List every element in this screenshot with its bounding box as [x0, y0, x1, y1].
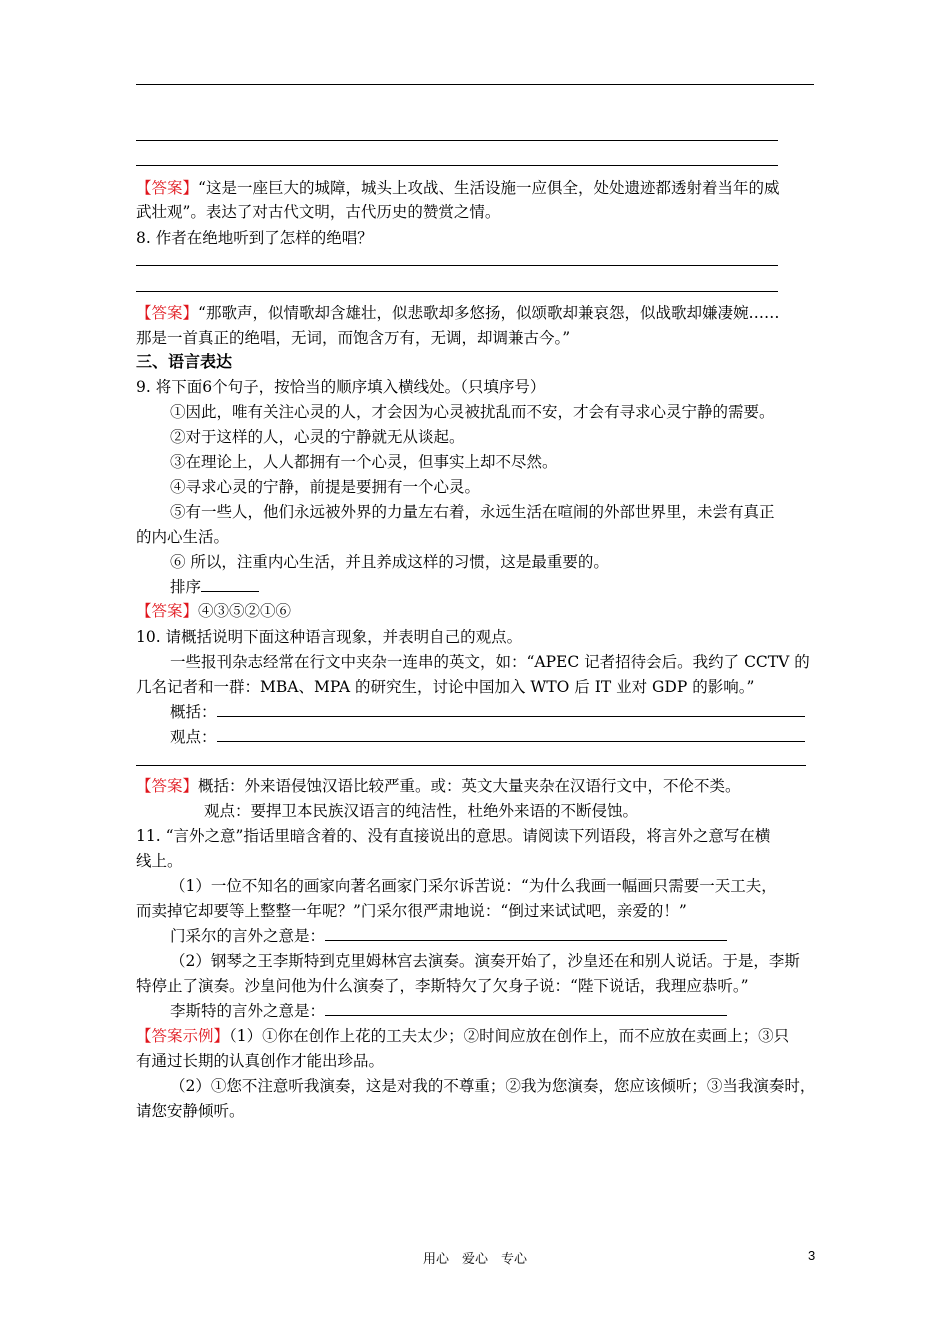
q9-item: ⑥ 所以，注重内心生活，并且养成这样的习惯，这是最重要的。: [170, 553, 609, 571]
answer-example-tag: 【答案示例】: [136, 1027, 230, 1045]
summary-blank[interactable]: [217, 702, 805, 717]
page-number: 3: [808, 1248, 816, 1263]
q7-answer-line: 武壮观”。表达了对古代文明，古代历史的赞赏之情。: [136, 203, 501, 221]
question-8: 8. 作者在绝地听到了怎样的绝唱？: [136, 229, 373, 247]
q10-text: 一些报刊杂志经常在行文中夹杂一连串的英文，如：“APEC 记者招待会后。我约了 CCTV 的: [170, 653, 810, 671]
q11-answer: 有通过长期的认真创作才能出珍品。: [136, 1052, 385, 1070]
q10-view: [170, 727, 805, 747]
view-label: 观点：: [170, 728, 217, 746]
answer-text: 概括：外来语侵蚀汉语比较严重。或：英文大量夹杂在汉语行文中，不伦不类。: [198, 777, 741, 795]
q8-answer-line: 那是一首真正的绝唱，无词，而饱含万有，无调，却调兼古今。”: [136, 329, 571, 347]
question-11: 11. “言外之意”指话里暗含着的、没有直接说出的意思。请阅读下列语段，将言外之意写在横: [136, 827, 771, 845]
q11-answer: 请您安静倾听。: [136, 1102, 245, 1120]
q9-item: ④寻求心灵的宁静，前提是要拥有一个心灵。: [170, 478, 481, 496]
q10-answer: 观点：要捍卫本民族汉语言的纯洁性，杜绝外来语的不断侵蚀。: [204, 802, 639, 820]
q11-paragraph: （1）一位不知名的画家向著名画家门采尔诉苦说：“为什么我画一幅画只需要一天工夫，: [170, 877, 777, 895]
q9-order: [170, 577, 259, 597]
question-9: 9. 将下面6个句子，按恰当的顺序填入横线处。（只填序号）: [136, 378, 546, 396]
answer-blank-line: [136, 140, 778, 141]
answer-tag: 【答案】: [136, 602, 199, 620]
answer-blank-line: [136, 165, 778, 166]
q9-item: ①因此，唯有关注心灵的人，才会因为心灵被扰乱而不安，才会有寻求心灵宁静的需要。: [170, 403, 775, 421]
implication-blank[interactable]: [325, 1001, 727, 1016]
answer-blank-line: [136, 265, 778, 266]
top-rule: [136, 84, 814, 85]
q11-blank-row: [170, 926, 727, 946]
view-blank[interactable]: [217, 727, 805, 742]
order-blank[interactable]: [201, 577, 259, 592]
page-footer: 用心 爱心 专心: [422, 1252, 527, 1267]
q11-answer: [136, 1026, 789, 1046]
q8-answer-line: [136, 303, 779, 323]
q9-item: ⑤有一些人，他们永远被外界的力量左右着，永远生活在喧闹的外部世界里，未尝有真正: [170, 503, 775, 521]
question-10: 10. 请概括说明下面这种语言现象，并表明自己的观点。: [136, 628, 523, 646]
answer-blank-line: [136, 291, 778, 292]
q9-item-cont: 的内心生活。: [136, 528, 230, 546]
q11-paragraph: 而卖掉它却要等上整整一年呢？”门采尔很严肃地说：“倒过来试试吧，亲爱的！”: [136, 902, 687, 920]
answer-tag: 【答案】: [136, 304, 199, 322]
q10-summary: [170, 702, 805, 722]
summary-label: 概括：: [170, 703, 217, 721]
q11-paragraph: 特停止了演奏。沙皇问他为什么演奏了，李斯特欠了欠身子说：“陛下说话，我理应恭听。”: [136, 977, 749, 995]
q9-item: ③在理论上，人人都拥有一个心灵，但事实上却不尽然。: [170, 453, 558, 471]
q9-item: ②对于这样的人，心灵的宁静就无从谈起。: [170, 428, 465, 446]
q10-text: 几名记者和一群：MBA、MPA 的研究生，讨论中国加入 WTO 后 IT 业对 GDP 的影响。”: [136, 678, 755, 696]
answer-text: “那歌声，似情歌却含雄壮，似悲歌却多悠扬，似颂歌却兼哀怨，似战歌却嫌凄婉……: [198, 304, 780, 322]
order-label: 排序: [170, 578, 202, 596]
blank-label: 李斯特的言外之意是：: [170, 1002, 326, 1020]
q9-answer: [136, 601, 291, 621]
answer-text: ④③⑤②①⑥: [198, 602, 292, 620]
q10-answer: [136, 776, 741, 796]
blank-label: 门采尔的言外之意是：: [170, 927, 326, 945]
answer-tag: 【答案】: [136, 179, 199, 197]
implication-blank[interactable]: [325, 926, 727, 941]
q7-answer-line: [136, 178, 779, 198]
answer-blank-line: [136, 765, 806, 766]
answer-text: “这是一座巨大的城障，城头上攻战、生活设施一应俱全，处处遗迹都透射着当年的威: [198, 179, 780, 197]
answer-tag: 【答案】: [136, 777, 199, 795]
question-11: 线上。: [136, 852, 183, 870]
q11-paragraph: （2）钢琴之王李斯特到克里姆林宫去演奏。演奏开始了，沙皇还在和别人说话。于是，李斯: [170, 952, 800, 970]
q11-answer: （2）①您不注意听我演奏，这是对我的不尊重；②我为您演奏，您应该倾听；③当我演奏时，: [170, 1077, 816, 1095]
section-heading: 三、语言表达: [136, 352, 233, 371]
answer-text: （1）①你在创作上花的工夫太少；②时间应放在创作上，而不应放在卖画上；③只: [229, 1027, 790, 1045]
q11-blank-row: [170, 1001, 727, 1021]
